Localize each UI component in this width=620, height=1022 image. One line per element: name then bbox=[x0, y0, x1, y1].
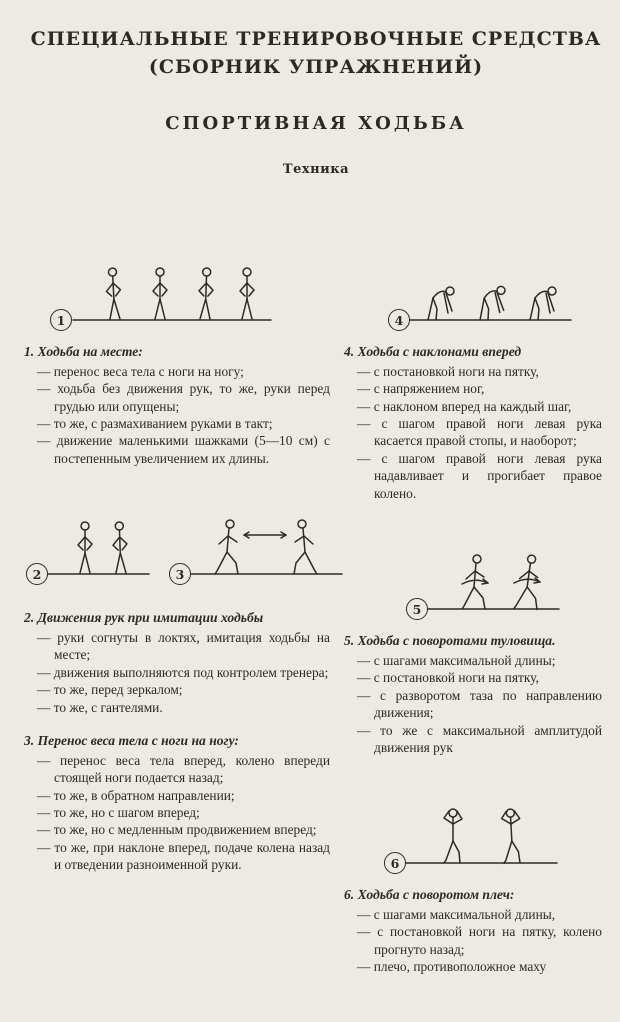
exercise-item: — перенос веса тела с ноги на ногу; bbox=[37, 363, 244, 379]
figure-4-drawing bbox=[405, 229, 575, 331]
main-title bbox=[24, 26, 608, 81]
exercise-item: — с шагом правой ноги левая рука касается правой стопы, и наоборот; bbox=[357, 416, 602, 449]
exercise-4 bbox=[344, 343, 602, 502]
figure-1-drawing bbox=[67, 229, 277, 331]
exercise-item: — то же, с гантелями. bbox=[37, 699, 163, 715]
subsection-title: Техника bbox=[282, 162, 350, 178]
exercise-item: — с разворотом таза по направлению движения; bbox=[357, 687, 602, 721]
figure-6-drawing bbox=[401, 772, 561, 874]
exercise-item: — то же, в обратном направлении; bbox=[37, 787, 235, 803]
exercise-6 bbox=[344, 886, 602, 975]
exercise-item: — с шагами максимальной длины; bbox=[357, 652, 556, 668]
exercise-4-items bbox=[344, 363, 602, 502]
figure-2 bbox=[26, 483, 153, 585]
exercise-item: — то же, при наклоне вперед, подаче колена назад и отведении разноименной руки. bbox=[37, 839, 330, 873]
exercise-item: — то же, с размахиванием руками в такт; bbox=[37, 416, 273, 432]
figure-3 bbox=[169, 483, 346, 585]
figure-5-number: 5 bbox=[406, 598, 428, 620]
right-column bbox=[344, 229, 602, 992]
exercise-item: — руки согнуты в локтях, имитация ходьбы на месте; bbox=[37, 629, 330, 663]
main-title-line1: СПЕЦИАЛЬНЫЕ ТРЕНИРОВОЧНЫЕ СРЕДСТВА bbox=[30, 28, 602, 50]
exercise-1 bbox=[24, 343, 330, 467]
exercise-1-heading: 1. Ходьба на месте: bbox=[24, 344, 143, 360]
figure-3-number: 3 bbox=[169, 563, 191, 585]
exercise-5-items bbox=[344, 652, 602, 757]
main-title-line2: (СБОРНИК УПРАЖНЕНИЙ) bbox=[148, 55, 484, 78]
exercise-item: — с напряжением ног, bbox=[357, 381, 485, 397]
exercise-6-heading: 6. Ходьба с поворотом плеч: bbox=[344, 887, 515, 903]
figure-4 bbox=[388, 229, 602, 331]
exercise-item: — плечо, противоположное маху bbox=[357, 959, 547, 975]
exercise-item: — то же, но с медленным продвижением вперед; bbox=[37, 822, 317, 838]
exercise-1-items bbox=[24, 363, 330, 468]
figure-6-number: 6 bbox=[384, 852, 406, 874]
exercise-3 bbox=[24, 732, 330, 874]
exercise-item: — движение маленькими шажками (5—10 см) с постепенным увеличением их длины. bbox=[37, 433, 330, 466]
left-column bbox=[24, 229, 330, 992]
figure-1-number: 1 bbox=[50, 309, 72, 331]
page-header bbox=[24, 26, 608, 177]
exercise-item: — с постановкой ноги на пятку, bbox=[357, 670, 539, 686]
exercise-item: — ходьба без движения рук, то же, руки перед грудью или опущены; bbox=[37, 381, 330, 414]
exercise-4-heading: 4. Ходьба с наклонами вперед bbox=[344, 344, 522, 360]
exercise-5 bbox=[344, 632, 602, 756]
double-arrow-icon bbox=[244, 532, 286, 538]
figure-5 bbox=[406, 518, 602, 620]
section-title: СПОРТИВНАЯ ХОДЬБА bbox=[165, 113, 467, 135]
exercise-5-heading: 5. Ходьба с поворотами туловища. bbox=[344, 633, 556, 649]
figure-2-number: 2 bbox=[26, 563, 48, 585]
exercise-2-heading: 2. Движения рук при имитации ходьбы bbox=[24, 610, 264, 626]
exercise-item: — то же, перед зеркалом; bbox=[37, 682, 183, 698]
exercise-item: — движения выполняются под контролем тренера; bbox=[37, 664, 329, 680]
exercise-6-items bbox=[344, 906, 602, 976]
exercise-item: — с шагом правой ноги левая рука надавливает и прогибает правое колено. bbox=[357, 450, 602, 501]
exercise-item: — то же, но с шагом вперед; bbox=[37, 805, 200, 821]
exercise-item: — с постановкой ноги на пятку, колено прогнуто назад; bbox=[357, 924, 602, 957]
figure-2-3-row bbox=[26, 483, 330, 597]
figure-2-drawing bbox=[43, 483, 153, 585]
figure-3-drawing bbox=[186, 483, 346, 585]
exercise-item: — перенос веса тела вперед, колено впереди стоящей ноги подается назад; bbox=[37, 752, 330, 786]
exercise-2 bbox=[24, 609, 330, 716]
figure-1 bbox=[50, 229, 330, 331]
exercise-3-heading: 3. Перенос веса тела с ноги на ногу: bbox=[24, 733, 239, 749]
exercise-item: — то же с максимальной амплитудой движения рук bbox=[357, 722, 602, 755]
figure-4-number: 4 bbox=[388, 309, 410, 331]
exercise-item: — с постановкой ноги на пятку, bbox=[357, 363, 539, 379]
figure-6 bbox=[384, 772, 602, 874]
figure-5-drawing bbox=[423, 518, 563, 620]
exercise-item: — с наклоном вперед на каждый шаг, bbox=[357, 398, 572, 414]
two-column-layout bbox=[24, 229, 608, 992]
exercise-3-items bbox=[24, 752, 330, 874]
exercise-2-items bbox=[24, 629, 330, 716]
exercise-item: — с шагами максимальной длины, bbox=[357, 907, 556, 923]
